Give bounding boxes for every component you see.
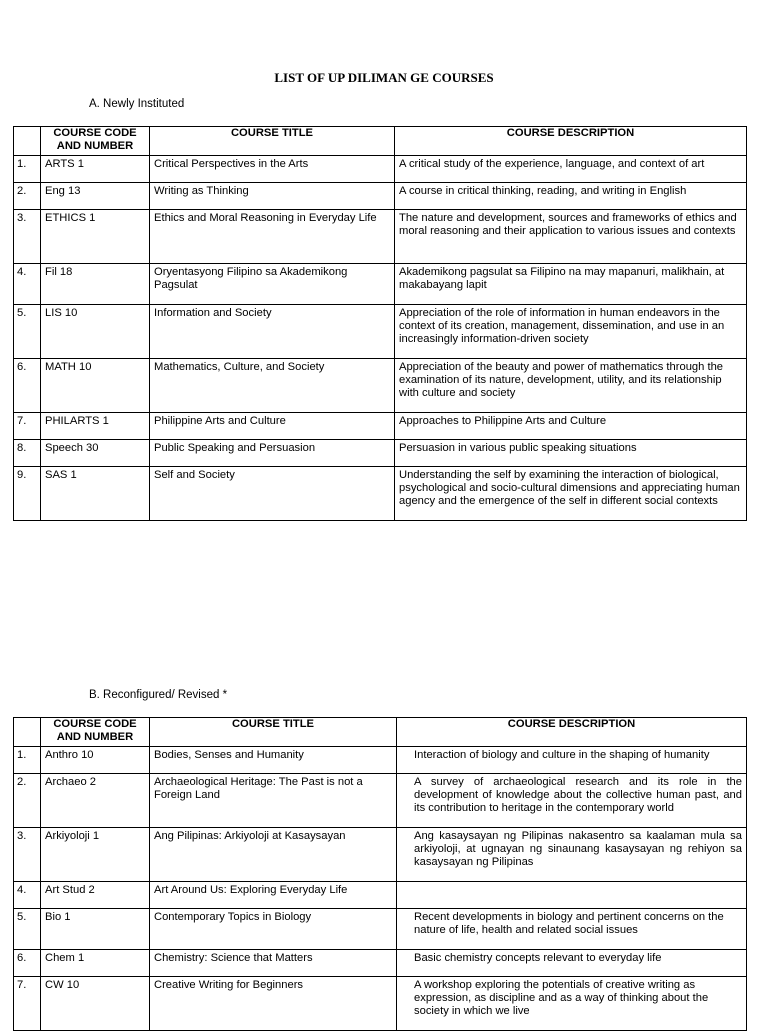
reconfigured-table	[13, 717, 747, 1031]
document-title: LIST OF UP DILIMAN GE COURSES	[274, 70, 494, 85]
newly-instituted-table	[13, 126, 747, 521]
course-title: Writing as Thinking	[150, 183, 395, 210]
row-number: 8.	[14, 440, 41, 467]
course-code: Arkiyoloji 1	[41, 828, 150, 882]
course-title: Art Around Us: Exploring Everyday Life	[150, 882, 397, 909]
title-header: COURSE TITLE	[150, 127, 395, 156]
section-b-label: B. Reconfigured/ Revised *	[89, 689, 228, 701]
course-code: PHILARTS 1	[41, 413, 150, 440]
course-code: ARTS 1	[41, 156, 150, 183]
course-title: Oryentasyong Filipino sa Akademikong Pagsulat	[150, 264, 395, 305]
course-description: Understanding the self by examining the interaction of biological, psychological and socio-cultural dimensions and appreciating human agency and the emergence of the self in different social contexts	[395, 467, 747, 521]
course-code: Eng 13	[41, 183, 150, 210]
course-title: Critical Perspectives in the Arts	[150, 156, 395, 183]
course-description: A critical study of the experience, language, and context of art	[395, 156, 747, 183]
course-title: Self and Society	[150, 467, 395, 521]
course-code: ETHICS 1	[41, 210, 150, 264]
code-header: COURSE CODE AND NUMBER	[41, 718, 150, 747]
table-row	[14, 977, 747, 1031]
course-title: Contemporary Topics in Biology	[150, 909, 397, 950]
table-row	[14, 467, 747, 521]
course-title: Mathematics, Culture, and Society	[150, 359, 395, 413]
course-description: A course in critical thinking, reading, and writing in English	[395, 183, 747, 210]
row-number: 2.	[14, 774, 41, 828]
row-number: 1.	[14, 747, 41, 774]
course-title: Ang Pilipinas: Arkiyoloji at Kasaysayan	[150, 828, 397, 882]
course-description: Appreciation of the beauty and power of mathematics through the examination of its nature, development, utility, and its relationship with culture and society	[395, 359, 747, 413]
table-row	[14, 774, 747, 828]
course-description: A workshop exploring the potentials of creative writing as expression, as discipline and as a way of thinking about the society in which we live	[397, 977, 747, 1031]
course-description: Interaction of biology and culture in the shaping of humanity	[397, 747, 747, 774]
table-row	[14, 183, 747, 210]
course-code: Fil 18	[41, 264, 150, 305]
course-description: Ang kasaysayan ng Pilipinas nakasentro sa kaalaman mula sa arkiyoloji, at ugnayan ng sinaunang kasaysayan ng rehiyon sa kasaysayan ng Pilipinas	[397, 828, 747, 882]
row-number: 6.	[14, 950, 41, 977]
course-description: Appreciation of the role of information in human endeavors in the context of its creation, management, dissemination, and use in an increasingly information-driven society	[395, 305, 747, 359]
table-header-row	[14, 127, 747, 156]
section-a-label: A. Newly Instituted	[89, 98, 185, 110]
course-description	[397, 882, 747, 909]
course-title: Chemistry: Science that Matters	[150, 950, 397, 977]
course-description: Persuasion in various public speaking situations	[395, 440, 747, 467]
course-code: Chem 1	[41, 950, 150, 977]
course-title: Philippine Arts and Culture	[150, 413, 395, 440]
table-row	[14, 305, 747, 359]
course-code: Bio 1	[41, 909, 150, 950]
course-description: Recent developments in biology and pertinent concerns on the nature of life, health and related social issues	[397, 909, 747, 950]
course-title: Information and Society	[150, 305, 395, 359]
row-number: 5.	[14, 909, 41, 950]
row-number: 2.	[14, 183, 41, 210]
course-code: Art Stud 2	[41, 882, 150, 909]
row-number: 7.	[14, 413, 41, 440]
table-row	[14, 413, 747, 440]
table-header-row	[14, 718, 747, 747]
table-row	[14, 747, 747, 774]
course-description: Akademikong pagsulat sa Filipino na may mapanuri, malikhain, at makabayang lapit	[395, 264, 747, 305]
course-code: MATH 10	[41, 359, 150, 413]
row-number: 4.	[14, 882, 41, 909]
table-row	[14, 828, 747, 882]
row-number: 6.	[14, 359, 41, 413]
course-description: Basic chemistry concepts relevant to everyday life	[397, 950, 747, 977]
course-code: Anthro 10	[41, 747, 150, 774]
row-number: 4.	[14, 264, 41, 305]
course-title: Bodies, Senses and Humanity	[150, 747, 397, 774]
course-code: Archaeo 2	[41, 774, 150, 828]
course-title: Ethics and Moral Reasoning in Everyday Life	[150, 210, 395, 264]
course-description: The nature and development, sources and frameworks of ethics and moral reasoning and their application to various issues and contexts	[395, 210, 747, 264]
course-description: Approaches to Philippine Arts and Culture	[395, 413, 747, 440]
desc-header: COURSE DESCRIPTION	[395, 127, 747, 156]
course-code: LIS 10	[41, 305, 150, 359]
num-header	[14, 127, 41, 156]
course-code: CW 10	[41, 977, 150, 1031]
code-header: COURSE CODE AND NUMBER	[41, 127, 150, 156]
desc-header: COURSE DESCRIPTION	[397, 718, 747, 747]
table-row	[14, 156, 747, 183]
table-row	[14, 359, 747, 413]
row-number: 5.	[14, 305, 41, 359]
course-code: SAS 1	[41, 467, 150, 521]
table-row	[14, 210, 747, 264]
course-title: Archaeological Heritage: The Past is not a Foreign Land	[150, 774, 397, 828]
row-number: 3.	[14, 210, 41, 264]
course-code: Speech 30	[41, 440, 150, 467]
table-row	[14, 950, 747, 977]
row-number: 3.	[14, 828, 41, 882]
row-number: 1.	[14, 156, 41, 183]
title-header: COURSE TITLE	[150, 718, 397, 747]
row-number: 7.	[14, 977, 41, 1031]
course-description: A survey of archaeological research and its role in the development of knowledge about the collective human past, and its contribution to heritage in the contemporary world	[397, 774, 747, 828]
course-title: Creative Writing for Beginners	[150, 977, 397, 1031]
course-title: Public Speaking and Persuasion	[150, 440, 395, 467]
table-row	[14, 440, 747, 467]
table-row	[14, 264, 747, 305]
table-row	[14, 882, 747, 909]
num-header	[14, 718, 41, 747]
row-number: 9.	[14, 467, 41, 521]
table-row	[14, 909, 747, 950]
